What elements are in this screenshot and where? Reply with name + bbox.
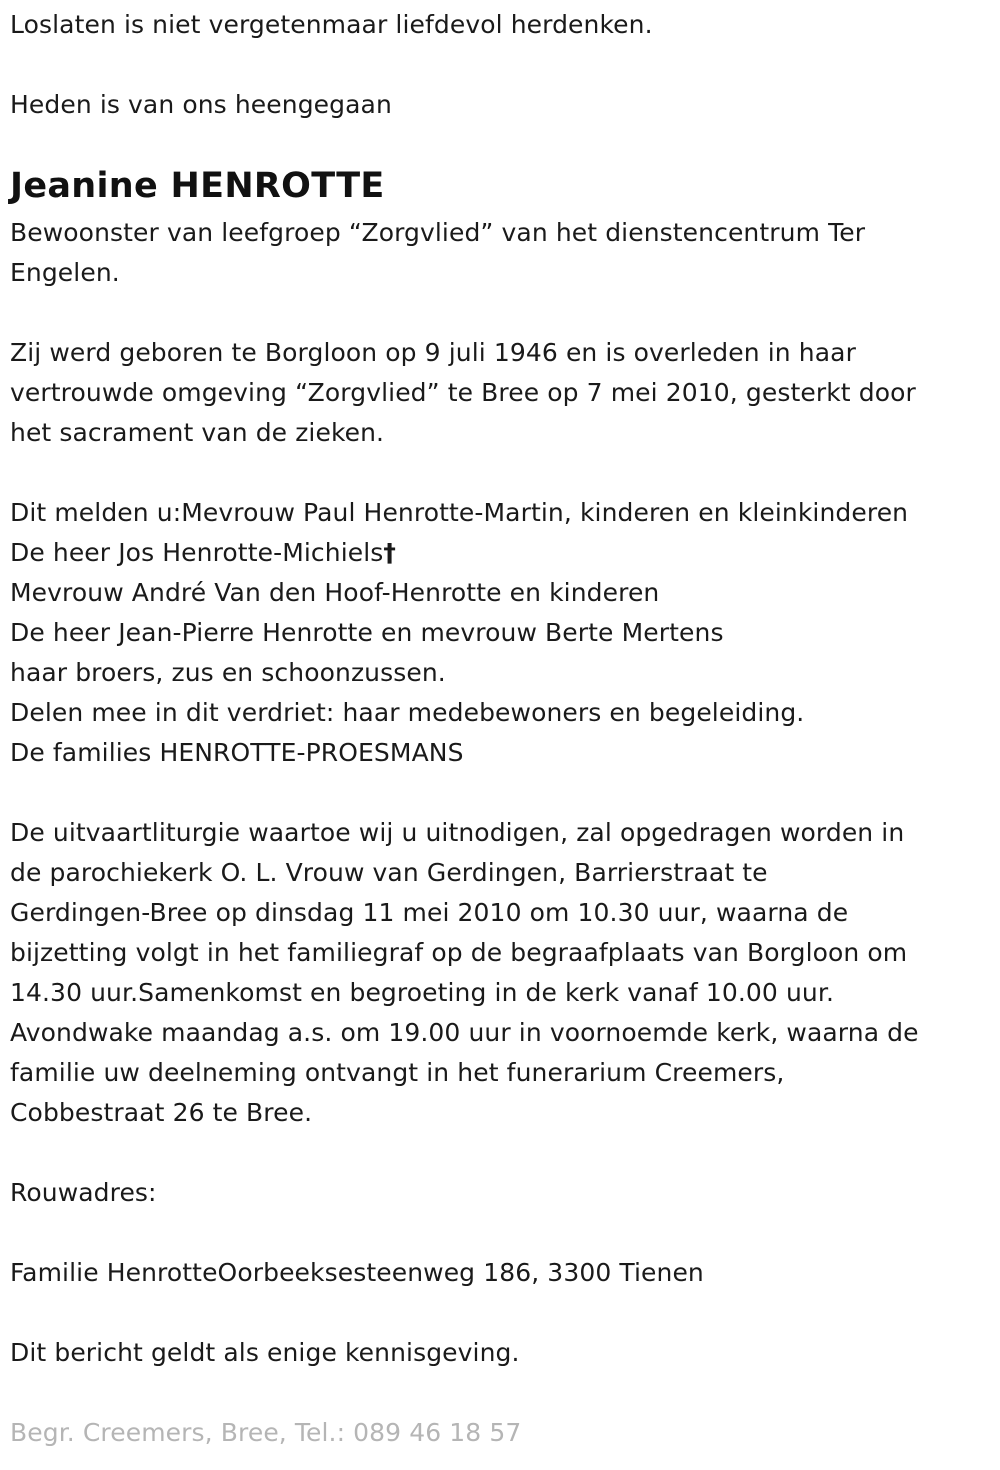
funeral-line-8: Cobbestraat 26 te Bree.: [10, 1098, 313, 1127]
cross-icon: †: [383, 538, 397, 567]
deceased-name: Jeanine HENROTTE: [10, 166, 385, 206]
family-line-2: [10, 533, 396, 573]
birth-death-line-3: het sacrament van de zieken.: [10, 418, 385, 447]
funeral-line-5: 14.30 uur.Samenkomst en begroeting in de kerk vanaf 10.00 uur.: [10, 978, 834, 1007]
residence-line-1: Bewoonster van leefgroep “Zorgvlied” van het dienstencentrum Ter: [10, 218, 866, 247]
funeral-line-3: Gerdingen-Bree op dinsdag 11 mei 2010 om 10.30 uur, waarna de: [10, 898, 849, 927]
intro-announcement: Heden is van ons heengegaan: [10, 90, 392, 119]
address-value: Familie HenrotteOorbeeksesteenweg 186, 3300 Tienen: [10, 1258, 704, 1287]
funeral-line-2: de parochiekerk O. L. Vrouw van Gerdingen, Barrierstraat te: [10, 858, 768, 887]
family-line-5: haar broers, zus en schoonzussen.: [10, 658, 446, 687]
funeral-line-4: bijzetting volgt in het familiegraf op de begraafplaats van Borgloon om: [10, 938, 908, 967]
residence-line-2: Engelen.: [10, 258, 120, 287]
family-line-3: Mevrouw André Van den Hoof-Henrotte en kinderen: [10, 578, 660, 607]
intro-quote: Loslaten is niet vergetenmaar liefdevol herdenken.: [10, 10, 653, 39]
funeral-line-7: familie uw deelneming ontvangt in het funerarium Creemers,: [10, 1058, 785, 1087]
family-line-2-text: De heer Jos Henrotte-Michiels: [10, 538, 384, 567]
funeral-line-1: De uitvaartliturgie waartoe wij u uitnodigen, zal opgedragen worden in: [10, 818, 905, 847]
family-line-4: De heer Jean-Pierre Henrotte en mevrouw Berte Mertens: [10, 618, 724, 647]
birth-death-line-2: vertrouwde omgeving “Zorgvlied” te Bree op 7 mei 2010, gesterkt door: [10, 378, 916, 407]
family-line-7: De families HENROTTE-PROESMANS: [10, 738, 464, 767]
closing-statement: Dit bericht geldt als enige kennisgeving.: [10, 1338, 520, 1367]
family-line-1: Dit melden u:Mevrouw Paul Henrotte-Martin, kinderen en kleinkinderen: [10, 498, 909, 527]
funeral-line-6: Avondwake maandag a.s. om 19.00 uur in voornoemde kerk, waarna de: [10, 1018, 919, 1047]
birth-death-line-1: Zij werd geboren te Borgloon op 9 juli 1946 en is overleden in haar: [10, 338, 856, 367]
address-label: Rouwadres:: [10, 1178, 157, 1207]
funeral-home-footer: Begr. Creemers, Bree, Tel.: 089 46 18 57: [10, 1418, 522, 1447]
family-line-6: Delen mee in dit verdriet: haar medebewoners en begeleiding.: [10, 698, 805, 727]
